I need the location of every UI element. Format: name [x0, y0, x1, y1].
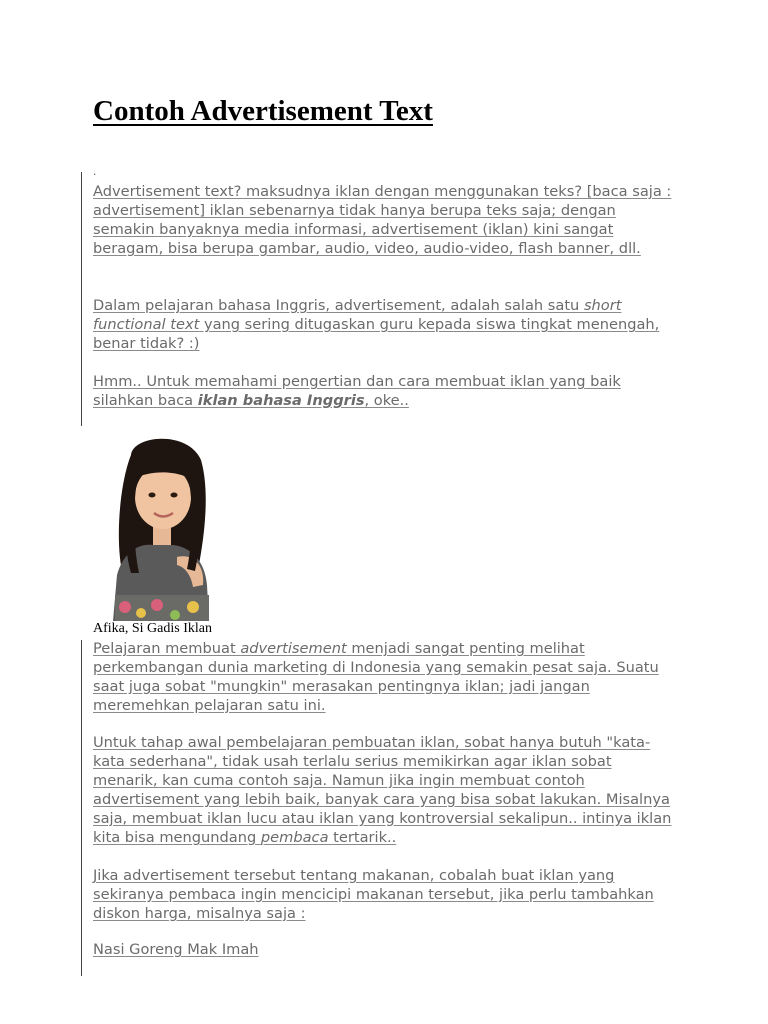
text-run: Hmm.. Untuk memahami pengertian dan cara membuat iklan yang baik silahkan baca [93, 373, 621, 409]
paragraph-importance[interactable] [93, 639, 673, 715]
paragraph-beginner-tips[interactable] [93, 733, 673, 847]
paragraph-example-title[interactable]: Nasi Goreng Mak Imah [93, 941, 259, 958]
paragraph-read-more[interactable] [93, 372, 673, 410]
italic-term: pembaca [260, 829, 329, 846]
text-run: menjadi sangat penting melihat perkembangan dunia marketing di Indonesia yang semakin pesat saja. Suatu saat juga sobat "mungkin" merasakan pentingnya iklan; jadi jangan meremehkan pelajaran satu ini. [93, 640, 659, 714]
paragraph-short-functional-text[interactable] [93, 296, 673, 353]
document-title: Contoh Advertisement Text [93, 95, 433, 127]
text-run: Untuk tahap awal pembelajaran pembuatan iklan, sobat hanya butuh "kata-kata sederhana", tidak usah terlalu serius memikirkan agar iklan sobat menarik, kan cuma contoh saja. Namun jika ingin membuat contoh advertisement yang lebih baik, banyak cara yang bisa sobat lakukan. Misalnya saja, membuat iklan lucu atau iklan yang kontroversial sekalipun.. intinya iklan kita bisa mengundang [93, 734, 672, 846]
text-run: Dalam pelajaran bahasa Inggris, advertisement, adalah salah satu [93, 297, 584, 314]
text-run: tertarik.. [328, 829, 397, 846]
paragraph-food-ad[interactable]: Jika advertisement tersebut tentang makanan, cobalah buat iklan yang sekiranya pembaca ingin mencicipi makanan tersebut, jika perlu tambahkan diskon harga, misalnya saja : [93, 867, 654, 922]
text-run: yang sering ditugaskan guru kepada siswa tingkat menengah, benar tidak? :) [93, 316, 660, 352]
left-margin-rule [81, 172, 82, 426]
left-margin-rule [81, 640, 82, 976]
italic-term: short functional text [93, 297, 622, 333]
dot-marker: . [93, 164, 97, 178]
girl-photo [93, 425, 224, 621]
iklan-bahasa-inggris-link[interactable]: iklan bahasa Inggris [197, 392, 365, 409]
girl-portrait-image [93, 425, 224, 621]
paragraph-intro[interactable]: Advertisement text? maksudnya iklan dengan menggunakan teks? [baca saja : advertisement] iklan sebenarnya tidak hanya berupa teks saja; dengan semakin banyaknya media informasi, advertisement (iklan) kini sangat beragam, bisa berupa gambar, audio, video, audio-video, flash banner, dll. [93, 183, 672, 257]
text-run: , oke.. [364, 392, 409, 409]
photo-caption: Afika, Si Gadis Iklan [93, 621, 212, 636]
text-run: Pelajaran membuat [93, 640, 241, 657]
italic-term: advertisement [240, 640, 347, 657]
